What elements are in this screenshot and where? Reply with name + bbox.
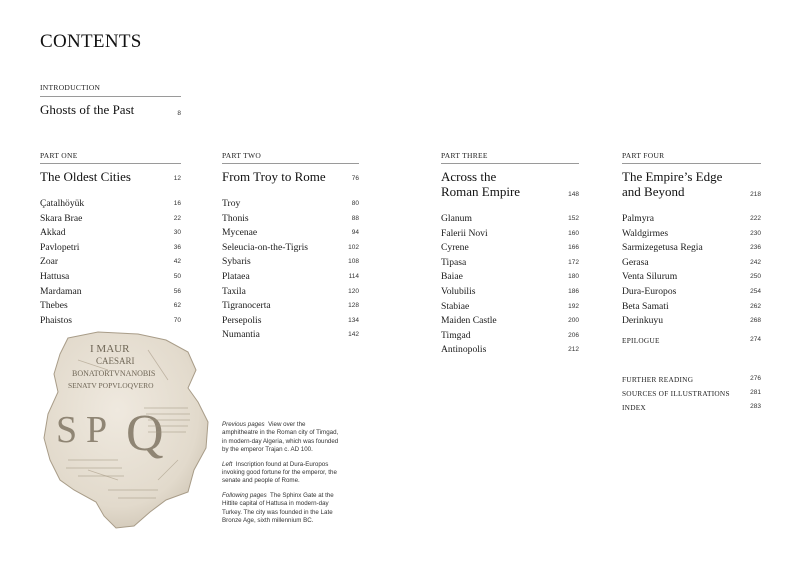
caption-following-pages xyxy=(222,492,340,526)
entry-page: 254 xyxy=(750,288,761,295)
entry-name: Antinopolis xyxy=(441,344,487,356)
toc-entry[interactable] xyxy=(40,286,181,301)
inscription-letter: S xyxy=(56,409,78,451)
index-entry[interactable] xyxy=(622,403,761,417)
entry-page: 50 xyxy=(173,273,181,280)
epilogue-entry[interactable] xyxy=(622,336,761,350)
entry-name: Waldgirmes xyxy=(622,227,669,239)
entry-name: Sarmizegetusa Regia xyxy=(622,242,703,254)
toc-entry[interactable] xyxy=(222,213,359,228)
entry-page: 142 xyxy=(348,331,359,339)
entry-name: Baiae xyxy=(441,271,463,283)
entry-name: Maiden Castle xyxy=(441,315,497,327)
toc-entry[interactable] xyxy=(622,315,761,330)
toc-entry[interactable] xyxy=(441,330,579,345)
toc-entry[interactable] xyxy=(441,213,579,228)
entry-page: 62 xyxy=(173,302,181,310)
inscription-text: I MAUR xyxy=(90,343,130,355)
entry-page: 56 xyxy=(173,287,181,295)
further-reading-entry[interactable] xyxy=(622,375,761,389)
divider xyxy=(622,163,761,164)
entry-page: 134 xyxy=(348,316,359,324)
entry-page: 70 xyxy=(173,316,181,324)
toc-entry[interactable] xyxy=(441,344,579,359)
caption-lead: Previous pages xyxy=(222,421,265,428)
entry-page: 281 xyxy=(750,389,761,396)
caption-text: Inscription found at Dura-Europos invoking good fortune for the emperor, the senate and people of Rome. xyxy=(222,460,337,485)
entry-name: Akkad xyxy=(40,227,66,239)
part-page: 148 xyxy=(568,191,579,198)
entry-name: Beta Samati xyxy=(622,300,669,312)
entry-name: Gerasa xyxy=(622,256,649,268)
toc-entry[interactable] xyxy=(40,256,181,271)
entry-name: Seleucia-on-the-Tigris xyxy=(222,241,308,253)
part-label: PART THREE xyxy=(441,151,488,160)
entry-page: 114 xyxy=(348,273,359,280)
introduction-page: 8 xyxy=(177,110,181,117)
part-four-column xyxy=(622,151,761,327)
toc-entry[interactable] xyxy=(222,329,359,344)
entry-name: Derinkuyu xyxy=(622,315,664,327)
entry-page: 180 xyxy=(568,273,579,281)
inscription-text: BONATORTVNANOBIS xyxy=(72,369,156,378)
divider xyxy=(222,163,359,164)
part-page: 76 xyxy=(351,175,359,182)
divider xyxy=(441,163,579,164)
toc-entry[interactable] xyxy=(40,315,181,330)
part-label: PART TWO xyxy=(222,151,262,160)
inscription-letter: Q xyxy=(126,405,164,462)
entry-name: Palmyra xyxy=(622,213,654,224)
entry-page: 268 xyxy=(750,317,761,325)
entry-name: Hattusa xyxy=(40,271,70,282)
entry-page: 152 xyxy=(568,215,579,222)
entry-name: Plataea xyxy=(222,271,250,282)
entry-name: Stabiae xyxy=(441,300,470,312)
toc-entry[interactable] xyxy=(40,271,181,286)
entry-name: Numantia xyxy=(222,329,260,341)
toc-entry[interactable] xyxy=(441,257,579,272)
part-title-line-2[interactable]: and Beyond xyxy=(622,184,685,199)
toc-entry[interactable] xyxy=(622,242,761,257)
introduction-label: INTRODUCTION xyxy=(40,83,101,92)
toc-entry[interactable] xyxy=(222,286,359,301)
caption-left xyxy=(222,461,340,486)
part-title-line-1[interactable]: Across the xyxy=(441,169,497,184)
toc-entry[interactable] xyxy=(622,301,761,316)
entry-name: Falerii Novi xyxy=(441,227,488,239)
entry-page: 102 xyxy=(348,243,359,251)
entry-page: 16 xyxy=(173,200,181,207)
toc-entry[interactable] xyxy=(40,300,181,315)
entry-name: EPILOGUE xyxy=(622,336,660,345)
part-title-line-2[interactable]: Roman Empire xyxy=(441,184,521,199)
entry-name: Mycenae xyxy=(222,227,258,239)
entry-name: Dura-Europos xyxy=(622,286,677,297)
entry-name: SOURCES OF ILLUSTRATIONS xyxy=(622,389,730,398)
toc-entry[interactable] xyxy=(40,242,181,257)
entry-page: 200 xyxy=(568,317,579,325)
toc-entry[interactable] xyxy=(40,198,181,213)
toc-entry[interactable] xyxy=(222,198,359,213)
entry-page: 80 xyxy=(351,200,359,207)
part-title[interactable]: From Troy to Rome xyxy=(222,169,326,184)
toc-entry[interactable] xyxy=(441,286,579,301)
entry-name: INDEX xyxy=(622,403,646,412)
entry-page: 242 xyxy=(750,258,761,266)
entry-page: 160 xyxy=(568,229,579,237)
entry-page: 192 xyxy=(568,302,579,310)
part-page: 218 xyxy=(750,191,761,198)
entry-name: Zoar xyxy=(40,256,59,268)
entry-name: FURTHER READING xyxy=(622,375,694,384)
entry-page: 166 xyxy=(568,244,579,252)
entry-page: 206 xyxy=(568,331,579,339)
entry-page: 42 xyxy=(173,258,181,266)
entry-name: Thonis xyxy=(222,212,249,224)
toc-entry[interactable] xyxy=(622,228,761,243)
entry-name: Phaistos xyxy=(40,314,72,326)
entry-page: 230 xyxy=(750,229,761,237)
entry-page: 274 xyxy=(750,336,761,343)
entry-name: Timgad xyxy=(441,329,471,341)
entry-name: Volubilis xyxy=(441,286,476,297)
inscription-text: SENATV POPVLOQVERO xyxy=(68,381,154,390)
entry-name: Venta Silurum xyxy=(622,271,678,283)
entry-name: Sybaris xyxy=(222,256,251,268)
entry-page: 88 xyxy=(351,214,359,222)
sources-entry[interactable] xyxy=(622,389,761,403)
entry-name: Skara Brae xyxy=(40,212,83,224)
entry-page: 276 xyxy=(750,375,761,382)
toc-entry[interactable] xyxy=(441,301,579,316)
toc-entry[interactable] xyxy=(622,257,761,272)
toc-entry[interactable] xyxy=(222,271,359,286)
divider xyxy=(40,96,181,97)
entry-page: 128 xyxy=(348,302,359,310)
inscription-letter: P xyxy=(86,409,108,451)
back-matter xyxy=(622,336,761,426)
part-three-column xyxy=(441,151,579,356)
toc-entry[interactable] xyxy=(622,286,761,301)
entry-page: 236 xyxy=(750,244,761,252)
caption-text: View over the amphitheatre in the Roman city of Timgad, in modern-day Algeria, which was founded by the emperor Trajan c. AD 100. xyxy=(222,421,339,454)
page-title: CONTENTS xyxy=(40,31,142,52)
toc-entry[interactable] xyxy=(40,227,181,242)
toc-entry[interactable] xyxy=(222,256,359,271)
entry-name: Taxila xyxy=(222,285,246,297)
caption-previous-pages xyxy=(222,421,340,455)
toc-entry[interactable] xyxy=(441,271,579,286)
entry-name: Persepolis xyxy=(222,314,262,326)
entry-page: 262 xyxy=(750,302,761,310)
toc-entry[interactable] xyxy=(441,228,579,243)
entry-page: 22 xyxy=(173,214,181,222)
part-page: 12 xyxy=(173,175,181,182)
entry-page: 222 xyxy=(750,215,761,222)
introduction-section xyxy=(40,83,181,122)
part-title[interactable]: The Oldest Cities xyxy=(40,169,131,184)
entry-page: 120 xyxy=(348,287,359,295)
inscription-text: CAESARI xyxy=(96,356,135,366)
entry-page: 186 xyxy=(568,288,579,295)
entry-name: Tigranocerta xyxy=(222,300,271,312)
inscribed-stone-illustration xyxy=(38,330,218,530)
entry-name: Troy xyxy=(222,198,241,209)
introduction-title[interactable]: Ghosts of the Past xyxy=(40,102,135,117)
entry-page: 250 xyxy=(750,273,761,281)
toc-entry[interactable] xyxy=(222,315,359,330)
entry-page: 283 xyxy=(750,403,761,410)
part-title-line-1[interactable]: The Empire’s Edge xyxy=(622,169,723,184)
toc-entry[interactable] xyxy=(441,315,579,330)
toc-entry[interactable] xyxy=(222,242,359,257)
toc-entry[interactable] xyxy=(40,213,181,228)
entry-name: Cyrene xyxy=(441,242,469,254)
entry-name: Tipasa xyxy=(441,256,467,268)
toc-entry[interactable] xyxy=(441,242,579,257)
entry-name: Mardaman xyxy=(40,285,82,297)
toc-entry[interactable] xyxy=(622,271,761,286)
toc-entry[interactable] xyxy=(222,227,359,242)
inscription-stone-image xyxy=(38,330,218,530)
caption-text: The Sphinx Gate at the Hittite capital of Hattusa in modern-day Turkey. The city was founded in the Late Bronze Age, sixth millennium BC. xyxy=(222,491,334,525)
part-two-column xyxy=(222,151,359,341)
caption-lead: Following pages xyxy=(222,491,267,499)
entry-name: Thebes xyxy=(40,300,68,312)
entry-page: 94 xyxy=(351,229,359,237)
caption-lead: Left xyxy=(222,460,233,468)
entry-name: Pavlopetri xyxy=(40,241,80,253)
entry-name: Glanum xyxy=(441,213,472,224)
part-one-column xyxy=(40,151,181,326)
toc-entry[interactable] xyxy=(622,213,761,228)
entry-name: Çatalhöyük xyxy=(40,198,85,209)
entry-page: 36 xyxy=(173,243,181,251)
entry-page: 212 xyxy=(568,346,579,354)
part-label: PART ONE xyxy=(40,151,78,160)
entry-page: 30 xyxy=(173,229,181,237)
toc-entry[interactable] xyxy=(222,300,359,315)
entry-page: 108 xyxy=(348,258,359,266)
entry-page: 172 xyxy=(568,258,579,266)
part-label: PART FOUR xyxy=(622,151,665,160)
image-captions xyxy=(222,421,340,525)
divider xyxy=(40,163,181,164)
